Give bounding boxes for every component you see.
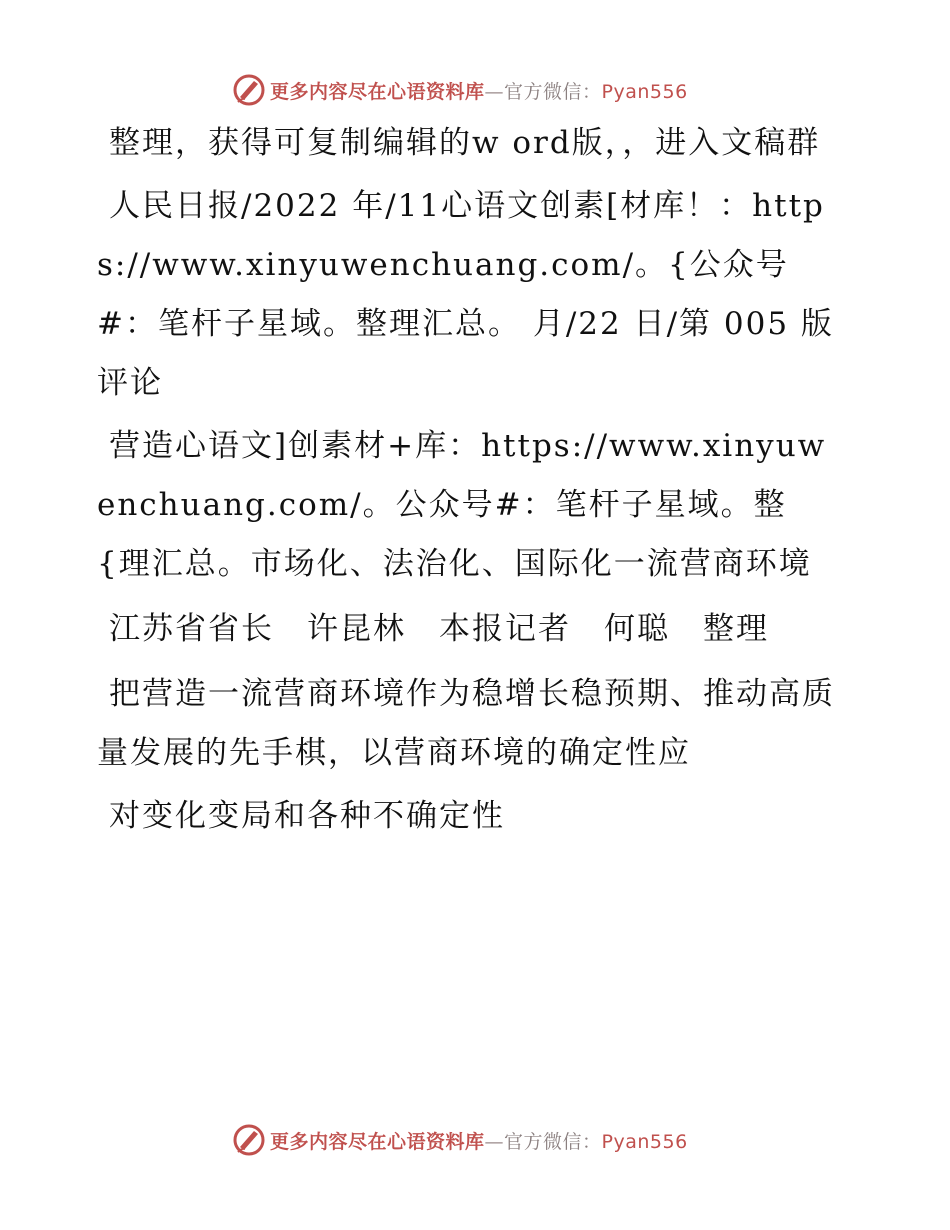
brush-logo-icon — [232, 73, 266, 107]
watermark-id: Pyan556 — [601, 80, 688, 103]
paragraph-title: 营造心语文]创素材+库：https://www.xinyuwenchuang.com/。公众号#：笔杆子星域。整{理汇总。市场化、法治化、国际化一流营商环境 — [97, 428, 827, 582]
watermark-id: Pyan556 — [601, 1130, 688, 1153]
watermark-text — [270, 77, 688, 104]
footer-watermark — [232, 1123, 688, 1157]
header-watermark — [232, 73, 688, 107]
watermark-main: 更多内容尽在心语资料库 — [270, 80, 485, 103]
brush-logo-icon — [232, 1123, 266, 1157]
paragraph-body-1: 把营造一流营商环境作为稳增长稳预期、推动高质量发展的先手棋，以营商环境的确定性应 — [97, 676, 835, 771]
watermark-dash: — — [484, 1130, 505, 1153]
paragraph-source: 人民日报/2022 年/11心语文创素[材库！：https://www.xinyuwenchuang.com/。{公众号#：笔杆子星域。整理汇总。 月/22 日/第 005 版评论 — [97, 188, 834, 401]
watermark-sub: 官方微信： — [504, 80, 602, 103]
watermark-sub: 官方微信： — [504, 1130, 602, 1153]
paragraph-byline: 江苏省省长 许昆林 本报记者 何聪 整理 — [109, 611, 769, 647]
watermark-main: 更多内容尽在心语资料库 — [270, 1130, 485, 1153]
watermark-dash: — — [484, 80, 505, 103]
paragraph-body-2: 对变化变局和各种不确定性 — [109, 798, 505, 834]
document-body — [97, 114, 837, 848]
watermark-text — [270, 1127, 688, 1154]
paragraph-intro: 整理，获得可复制编辑的w ord版，，进入文稿群 — [109, 125, 821, 161]
